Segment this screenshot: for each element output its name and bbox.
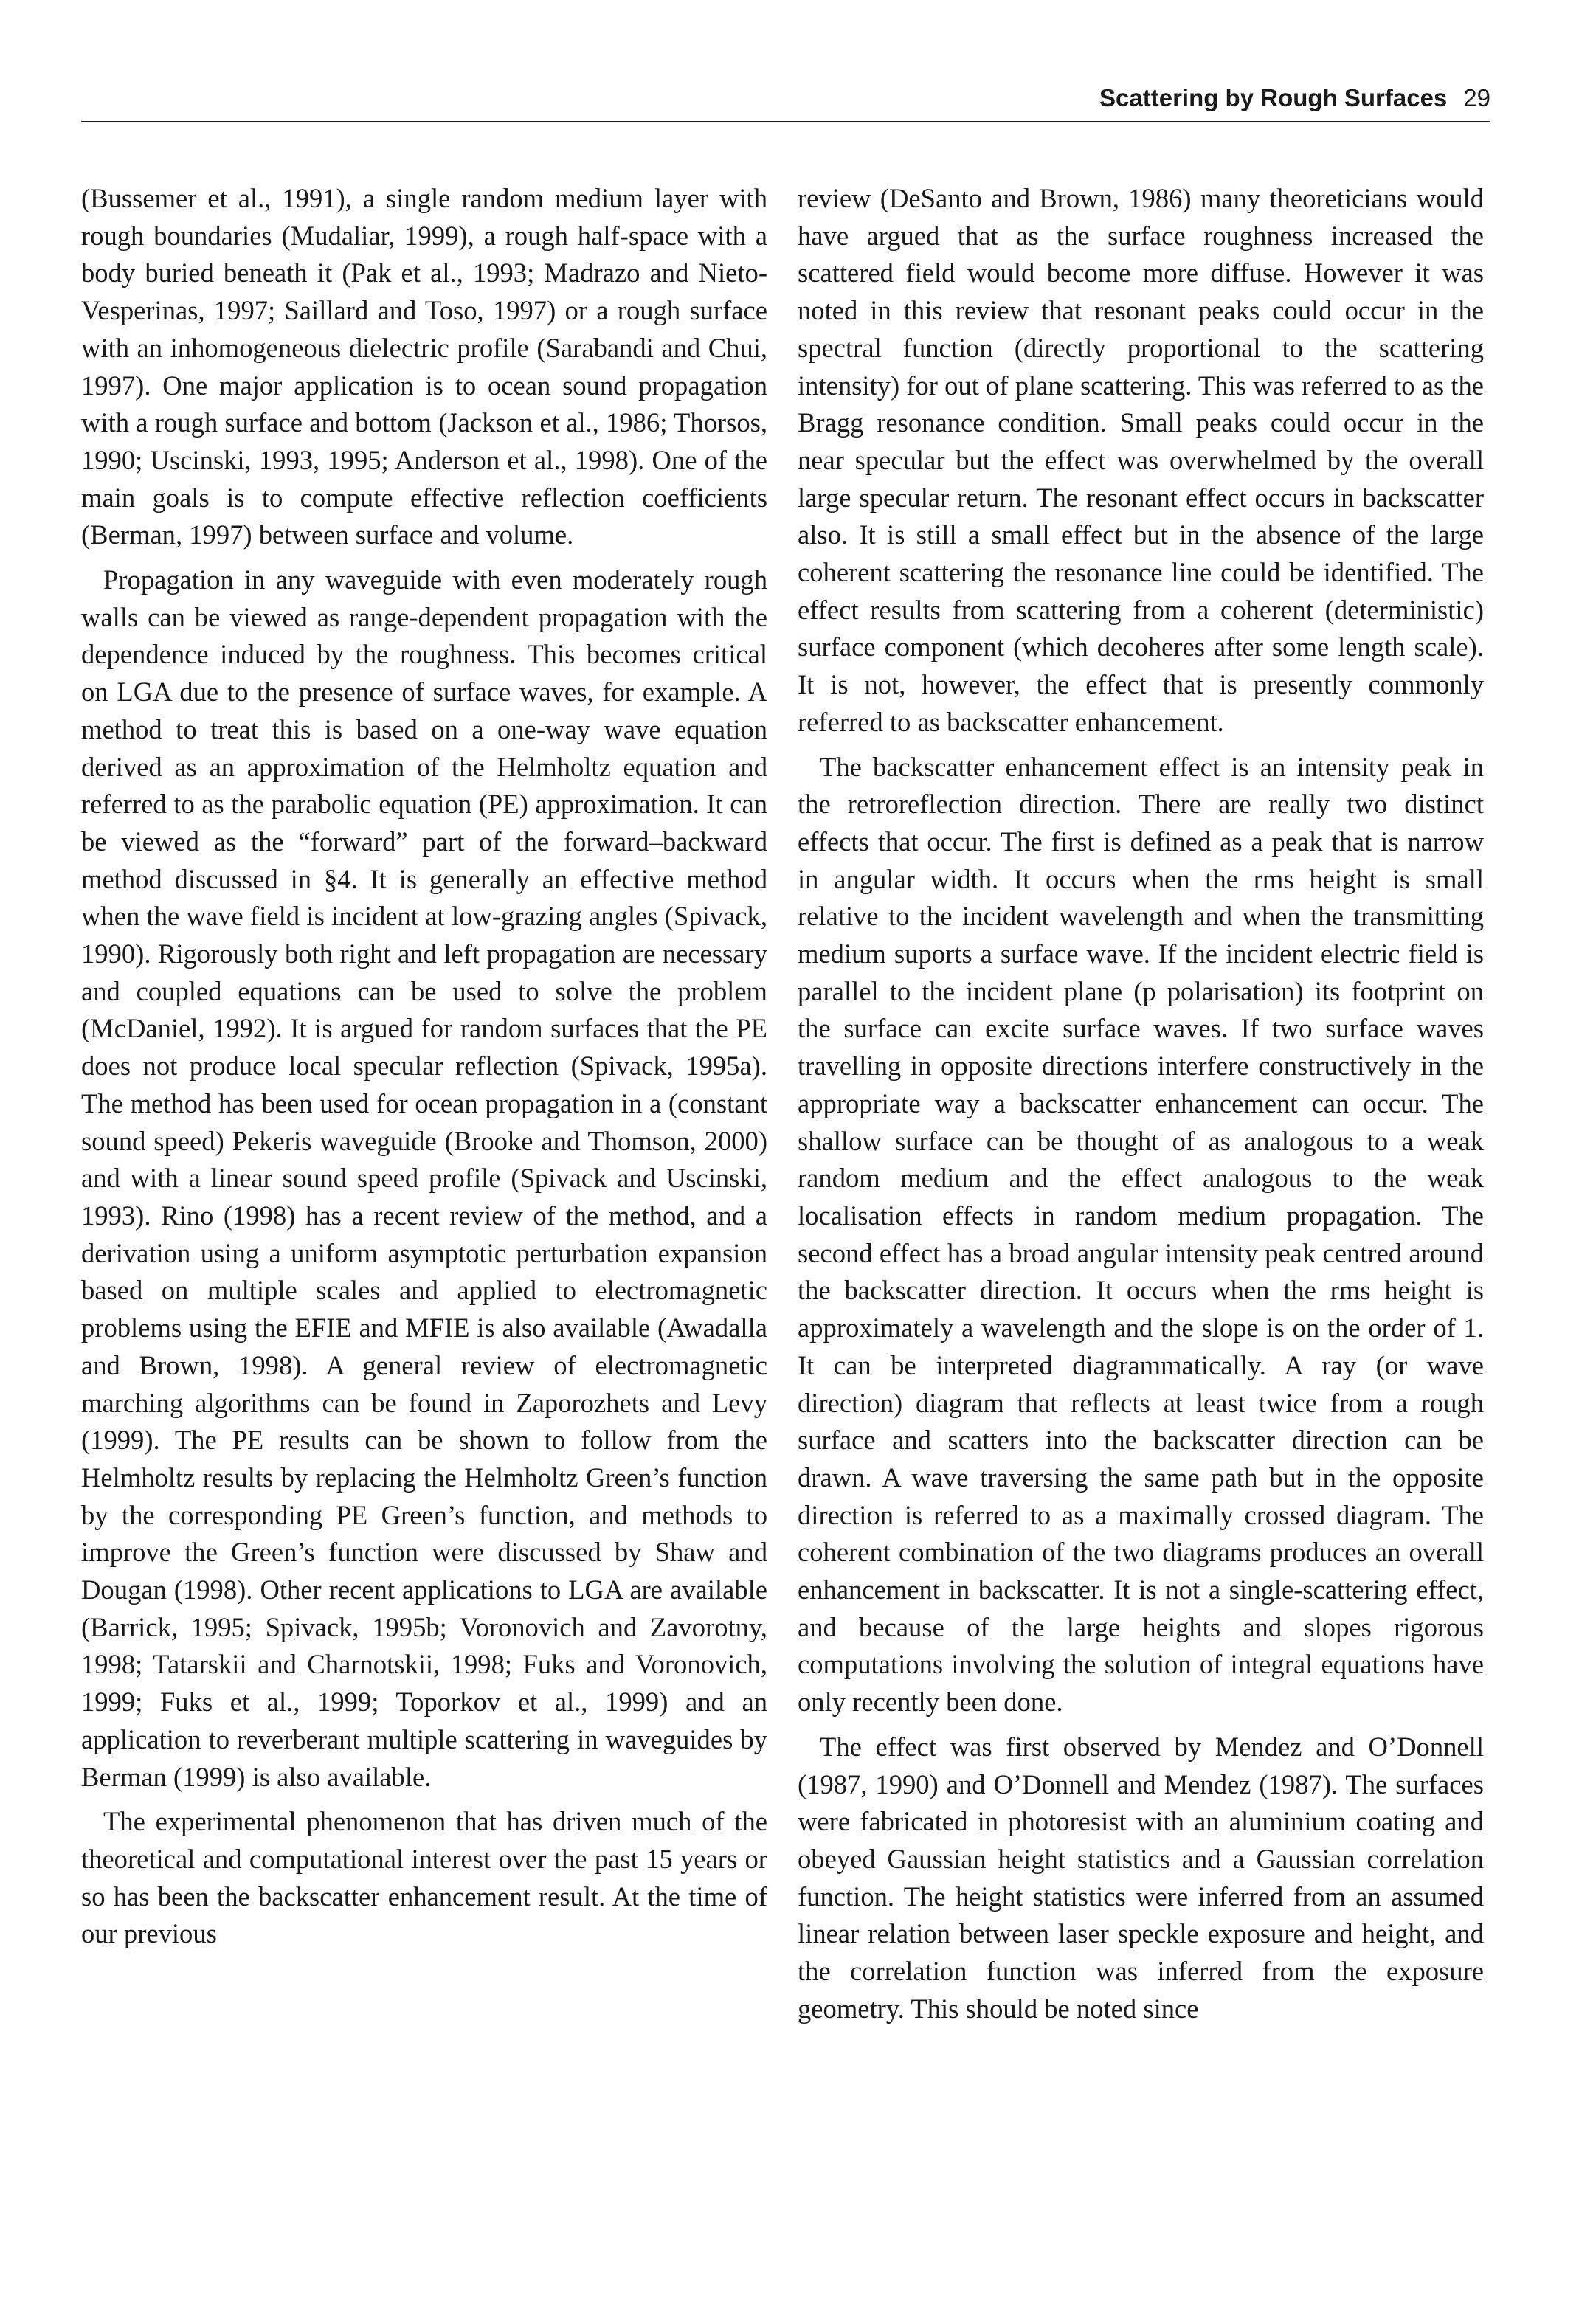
paragraph: The effect was first observed by Mendez and O’Donnell (1987, 1990) and O’Donnell and Mendez (1987). The surfaces were fabricated in photoresist with an aluminium coating and obeyed Gaussian height statistics and a Gaussian correlation function. The height statistics were inferred from an assumed linear relation between laser speckle exposure and height, and the correlation function was inferred from the exposure geometry. This should be noted since xyxy=(798,1731,1484,2024)
page-header xyxy=(81,80,1490,122)
paragraph: The backscatter enhancement effect is an intensity peak in the retroreflection direction. There are really two distinct effects that occur. The first is defined as a peak that is narrow in angular width. It occurs when the rms height is small relative to the incident wavelength and when the transmitting medium suports a surface wave. If the incident electric field is parallel to the incident plane (p polarisation) its footprint on the surface can excite surface waves. If two surface waves travelling in opposite directions interfere constructively in the appropriate way a backscatter enhancement can occur. The shallow surface can be thought of as analogous to a weak random medium and the effect analogous to the weak localisation effects in random medium propagation. The second effect has a broad angular intensity peak centred around the backscatter direction. It occurs when the rms height is approximately a wavelength and the slope is on the order of 1. It can be interpreted diagrammatically. A ray (or wave direction) diagram that reflects at least twice from a rough surface and scatters into the backscatter direction can be drawn. A wave traversing the same path but in the opposite direction is referred to as a maximally crossed diagram. The coherent combination of the two diagrams produces an overall enhancement in backscatter. It is not a single-scattering effect, and because of the large heights and slopes rigorous computations involving the solution of integral equations have only recently been done. xyxy=(798,751,1484,1718)
page-number: 29 xyxy=(1463,84,1490,111)
running-title: Scattering by Rough Surfaces xyxy=(1099,84,1448,111)
paragraph: The experimental phenomenon that has driven much of the theoretical and computational interest over the past 15 years or so has been the backscatter enhancement result. At the time of our previous xyxy=(81,1806,767,1949)
paragraph: review (DeSanto and Brown, 1986) many theoreticians would have argued that as the surface roughness increased the scattered field would become more diffuse. However it was noted in this review that resonant peaks could occur in the spectral function (directly proportional to the scattering intensity) for out of plane scattering. This was referred to as the Bragg resonance condition. Small peaks could occur in the near specular but the effect was overwhelmed by the overall large specular return. The resonant effect occurs in backscatter also. It is still a small effect but in the absence of the large coherent scattering the resonance line could be identified. The effect results from scattering from a coherent (deterministic) surface component (which decoheres after some length scale). It is not, however, the effect that is presently commonly referred to as backscatter enhancement. xyxy=(798,183,1484,737)
right-column xyxy=(798,180,1484,2035)
paragraph: (Bussemer et al., 1991), a single random medium layer with rough boundaries (Mudaliar, 1999), a rough half-space with a body buried beneath it (Pak et al., 1993; Madrazo and Nieto-Vesperinas, 1997; Saillard and Toso, 1997) or a rough surface with an inhomogeneous dielectric profile (Sarabandi and Chui, 1997). One major application is to ocean sound propagation with a rough surface and bottom (Jackson et al., 1986; Thorsos, 1990; Uscinski, 1993, 1995; Anderson et al., 1998). One of the main goals is to compute effective reflection coefficients (Berman, 1997) between surface and volume. xyxy=(81,183,767,550)
left-column xyxy=(81,180,767,1960)
paragraph: Propagation in any waveguide with even moderately rough walls can be viewed as range-dependent propagation with the dependence induced by the roughness. This becomes critical on LGA due to the presence of surface waves, for example. A method to treat this is based on a one-way wave equation derived as an approximation of the Helmholtz equation and referred to as the parabolic equation (PE) approximation. It can be viewed as the “forward” part of the forward–backward method discussed in §4. It is generally an effective method when the wave field is incident at low-grazing angles (Spivack, 1990). Rigorously both right and left propagation are necessary and coupled equations can be used to solve the problem (McDaniel, 1992). It is argued for random surfaces that the PE does not produce local specular reflection (Spivack, 1995a). The method has been used for ocean propagation in a (constant sound speed) Pekeris waveguide (Brooke and Thomson, 2000) and with a linear sound speed profile (Spivack and Uscinski, 1993). Rino (1998) has a recent review of the method, and a derivation using a uniform asymptotic perturbation expansion based on multiple scales and applied to electromagnetic problems using the EFIE and MFIE is also available (Awadalla and Brown, 1998). A general review of electromagnetic marching algorithms can be found in Zaporozhets and Levy (1999). The PE results can be shown to follow from the Helmholtz results by replacing the Helmholtz Green’s function by the corresponding PE Green’s function, and methods to improve the Green’s function were discussed by Shaw and Dougan (1998). Other recent applications to LGA are available (Barrick, 1995; Spivack, 1995b; Voronovich and Zavorotny, 1998; Tatarskii and Charnotskii, 1998; Fuks and Voronovich, 1999; Fuks et al., 1999; Toporkov et al., 1999) and an application to reverberant multiple scattering in waveguides by Berman (1999) is also available. xyxy=(81,564,767,1792)
running-head xyxy=(1099,80,1490,117)
